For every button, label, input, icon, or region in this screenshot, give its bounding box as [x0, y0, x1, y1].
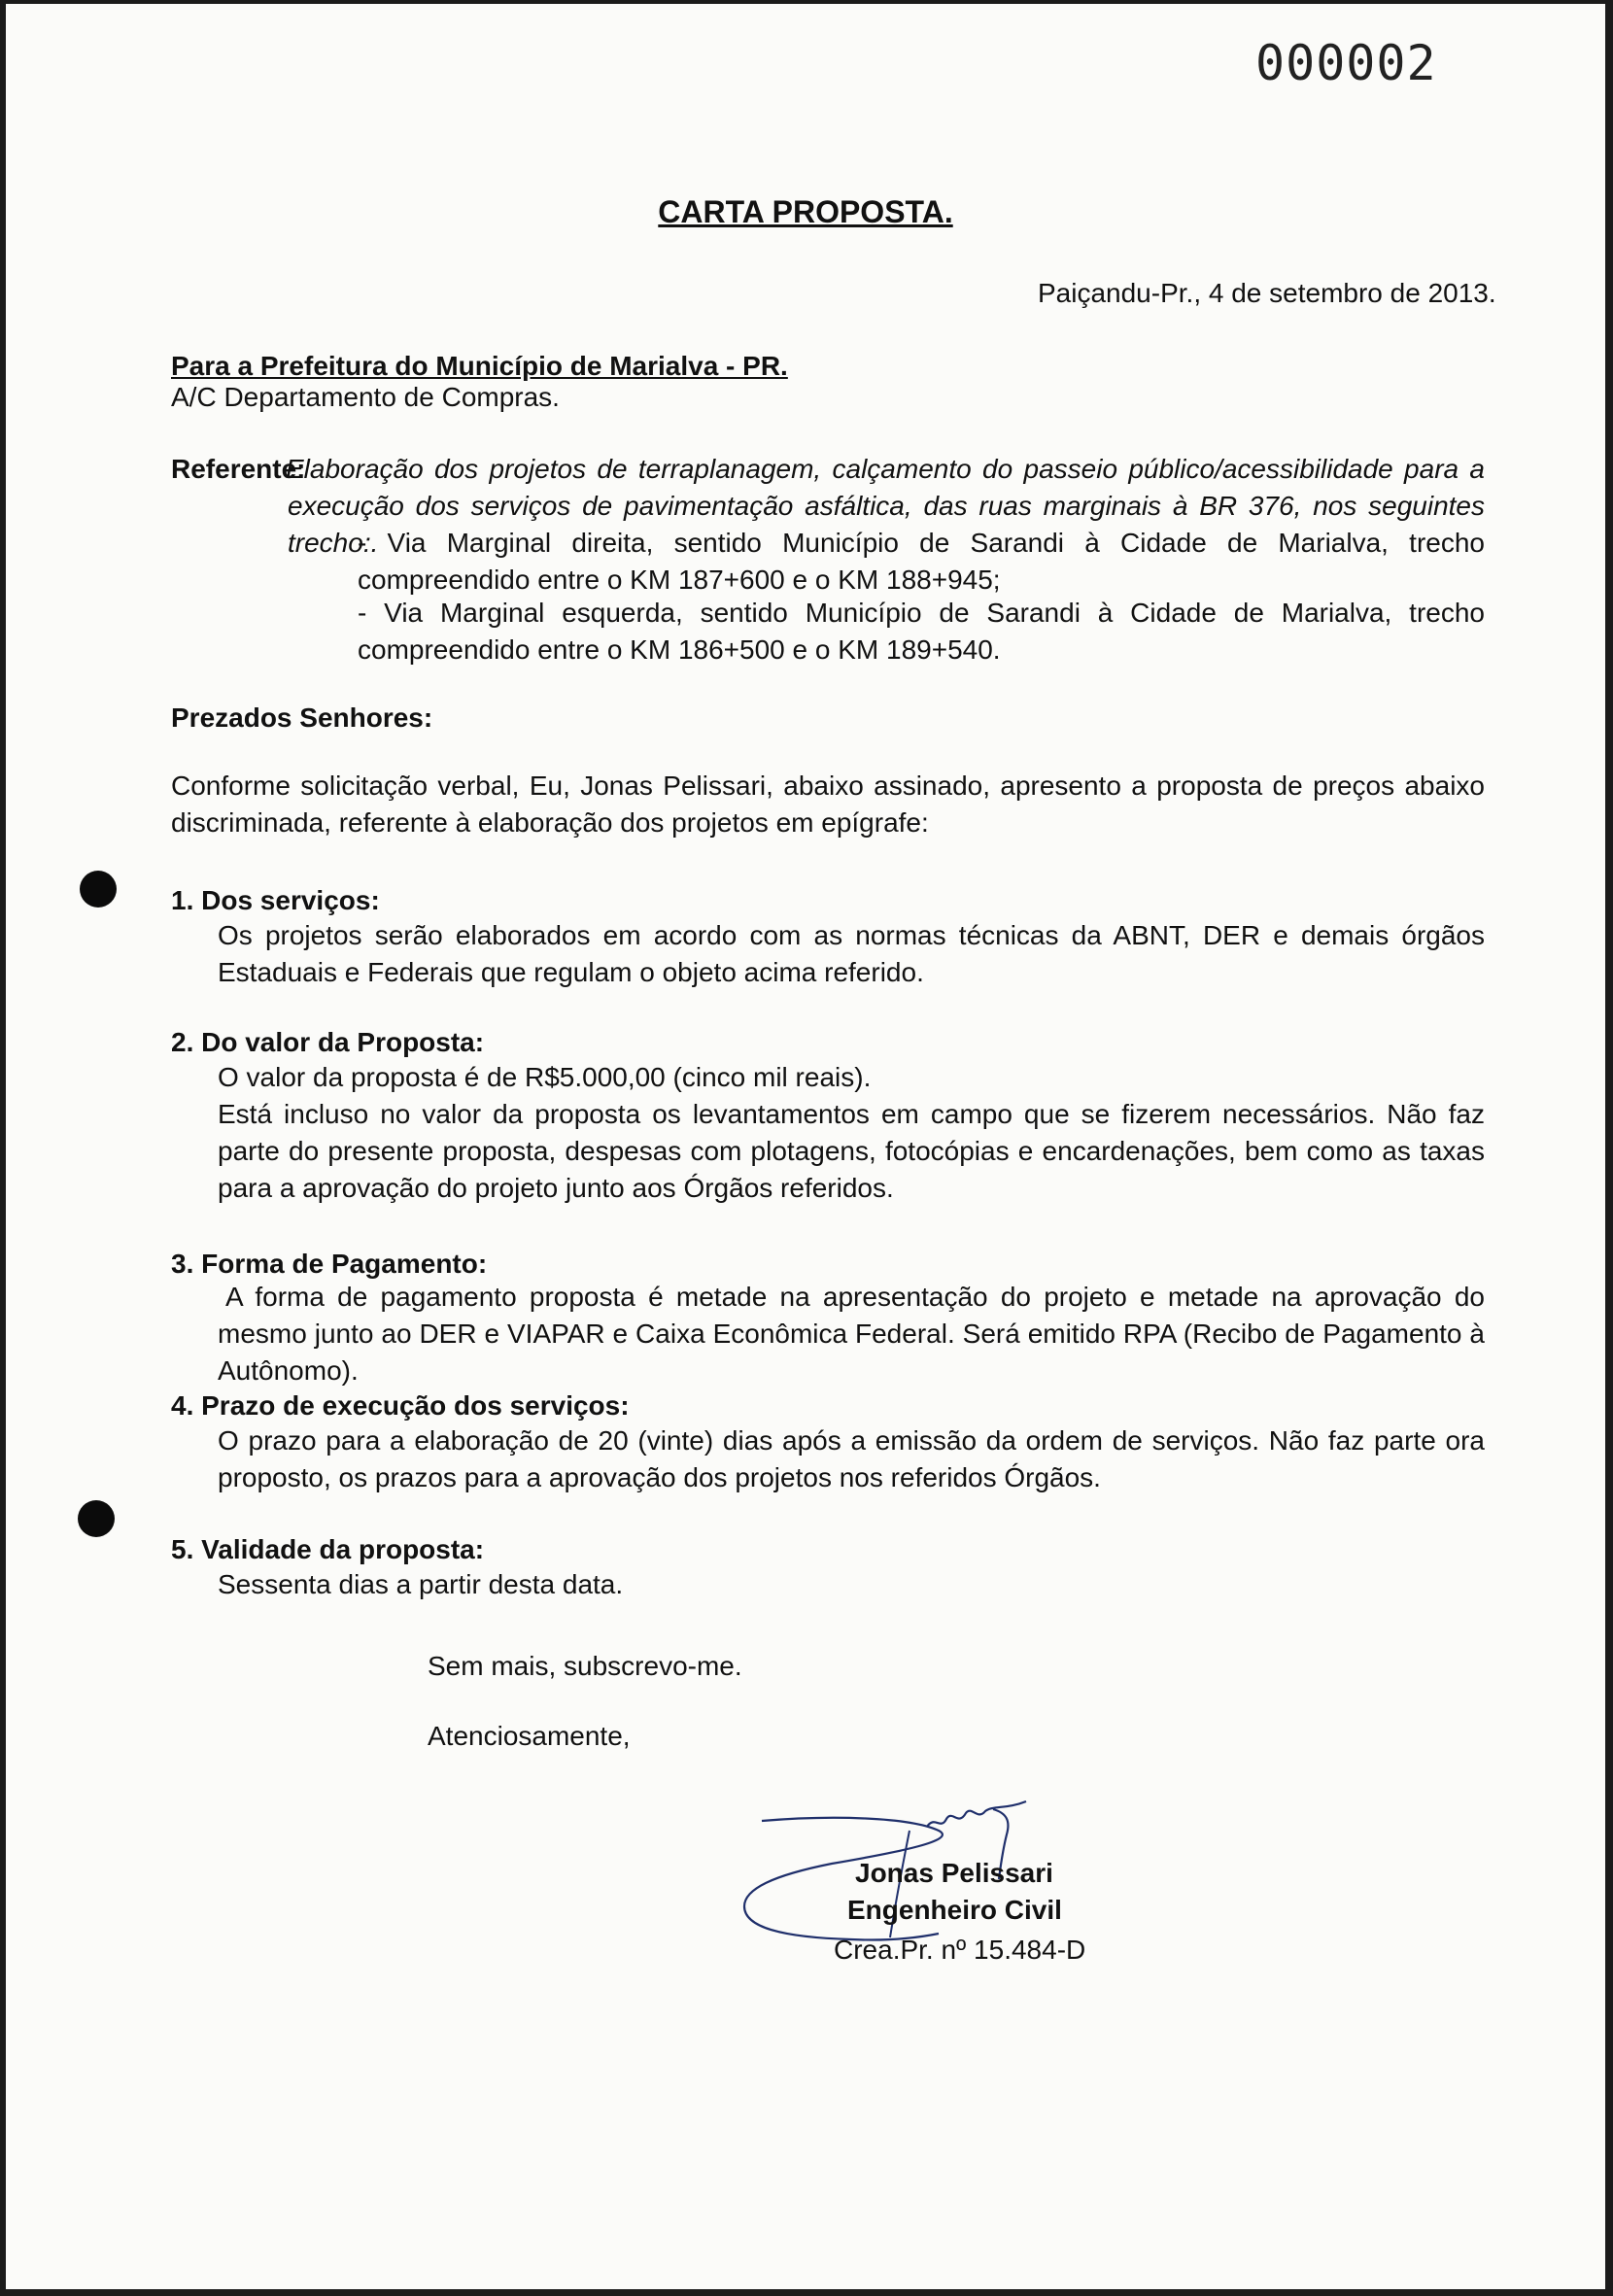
section-1-text: Os projetos serão elaborados em acordo com as normas técnicas da ABNT, DER e demais órgãos Estaduais e Federais que regulam o objeto acima referido.	[218, 920, 1485, 987]
section-4-text: O prazo para a elaboração de 20 (vinte) dias após a emissão da ordem de serviços. Não faz parte ora proposto, os prazos para a aprovação dos projetos nos referidos Órgãos.	[218, 1425, 1485, 1492]
section-5-heading: 5. Validade da proposta:	[171, 1534, 485, 1564]
signatory-profession: Engenheiro Civil	[847, 1895, 1062, 1925]
attention-line: A/C Departamento de Compras.	[171, 382, 560, 412]
section-2-details: Está incluso no valor da proposta os levantamentos em campo que se fizerem necessários. Não faz parte do presente proposta, despesas com plotagens, fotocópias e encardenações, bem como as taxas para a aprovação do projeto junto aos Órgãos referidos.	[218, 1099, 1485, 1203]
section-5-text: Sessenta dias a partir desta data.	[218, 1569, 624, 1599]
section-2-value: O valor da proposta é de R$5.000,00 (cinco mil reais).	[218, 1062, 872, 1092]
section-3-heading: 3. Forma de Pagamento:	[171, 1249, 488, 1279]
letter-title: CARTA PROPOSTA.	[658, 194, 953, 229]
reference-text: Elaboração dos projetos de terraplanagem, calçamento do passeio público/acessibilidade para a execução dos serviços de pavimentação asfáltica, das ruas marginais à BR 376, nos seguintes trecho:.	[286, 454, 1485, 558]
closing-line-2: Atenciosamente,	[428, 1721, 631, 1751]
route-right: - Via Marginal direita, sentido Município de Sarandi à Cidade de Marialva, trecho compreendido entre o KM 187+600 e o KM 188+945;	[358, 528, 1485, 595]
recipient: Para a Prefeitura do Município de Marialva - PR.	[171, 351, 788, 381]
salutation: Prezados Senhores:	[171, 703, 433, 733]
scanned-letter-page	[6, 4, 1605, 2289]
section-1-heading: 1. Dos serviços:	[171, 885, 380, 915]
place-and-date: Paiçandu-Pr., 4 de setembro de 2013.	[1038, 278, 1496, 308]
signatory-name: Jonas Pelissari	[855, 1858, 1053, 1888]
punch-hole-top	[80, 871, 117, 908]
punch-hole-bottom	[78, 1500, 115, 1537]
intro-paragraph: Conforme solicitação verbal, Eu, Jonas Pelissari, abaixo assinado, apresento a proposta de preços abaixo discriminada, referente à elaboração dos projetos em epígrafe:	[171, 771, 1485, 838]
signatory-registration: Crea.Pr. nº 15.484-D	[834, 1935, 1086, 1965]
section-4-heading: 4. Prazo de execução dos serviços:	[171, 1390, 630, 1421]
document-number-stamp: 000002	[1255, 35, 1437, 91]
route-left: - Via Marginal esquerda, sentido Município de Sarandi à Cidade de Marialva, trecho compreendido entre o KM 186+500 e o KM 189+540.	[358, 598, 1485, 665]
section-2-heading: 2. Do valor da Proposta:	[171, 1027, 485, 1057]
reference-label: Referente:	[171, 454, 306, 484]
section-3-text: A forma de pagamento proposta é metade na apresentação do projeto e metade na aprovação do mesmo junto ao DER e VIAPAR e Caixa Econômica Federal. Será emitido RPA (Recibo de Pagamento à Autônomo).	[218, 1282, 1485, 1386]
closing-line-1: Sem mais, subscrevo-me.	[428, 1651, 742, 1681]
